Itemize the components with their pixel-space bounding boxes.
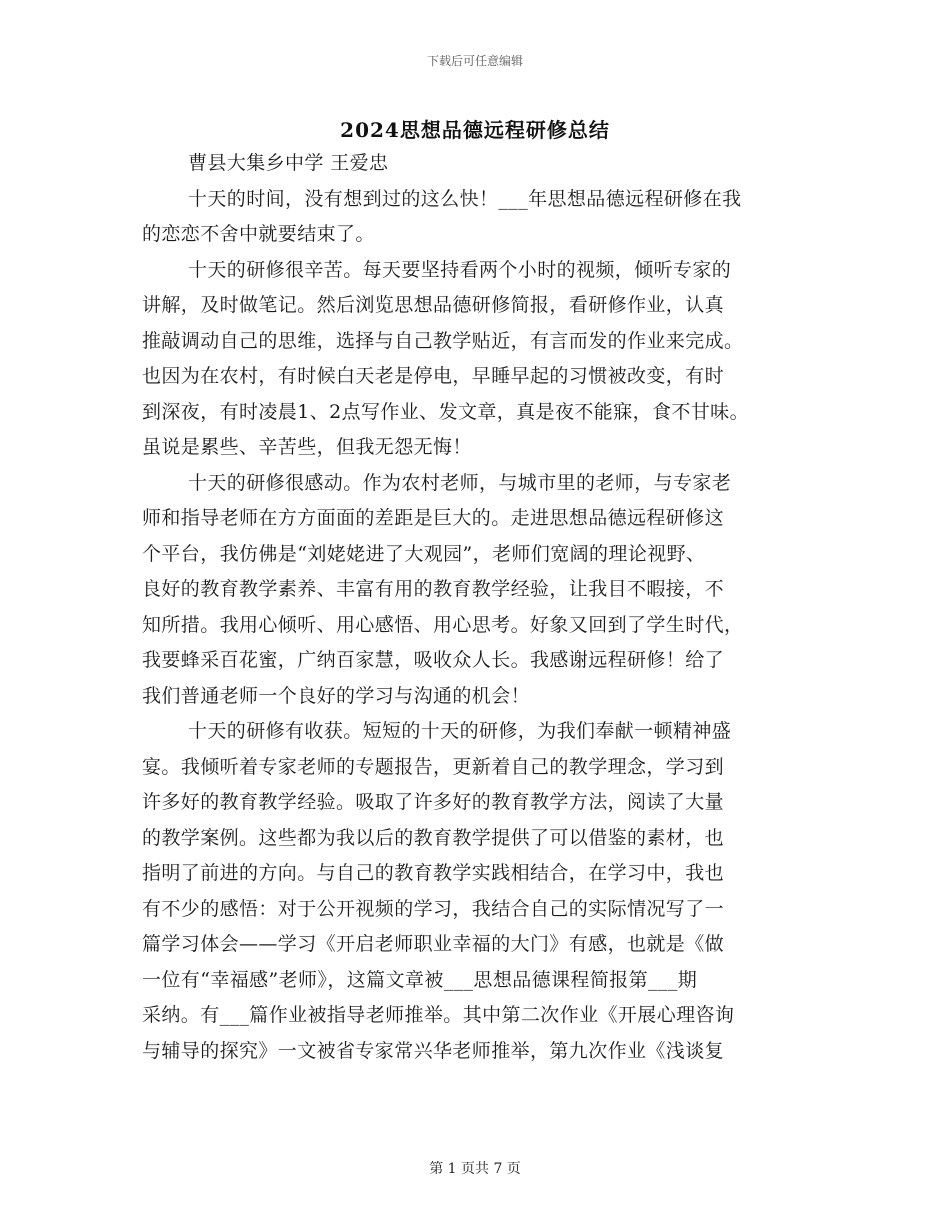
author-line: 曹县大集乡中学 王爱忠: [188, 152, 389, 174]
paragraph-line: 虽说是累些、辛苦些，但我无怨无悔！: [142, 436, 472, 458]
paragraph-line: 十天的研修很感动。作为农村老师，与城市里的老师，与专家老: [188, 471, 732, 494]
document-title: 2024思想品德远程研修总结: [340, 118, 610, 142]
paragraph-line: 许多好的教育教学经验。吸取了许多好的教育教学方法，阅读了大量: [142, 791, 725, 813]
paragraph-line: 个平台，我仿佛是“刘姥姥进了大观园”，老师们宽阔的理论视野、: [142, 542, 706, 565]
paragraph-line: 篇学习体会——学习《开启老师职业幸福的大门》有感，也就是《做: [142, 933, 725, 955]
paragraph-line: 十天的时间，没有想到过的这么快！___年思想品德远程研修在我: [188, 187, 742, 210]
paragraph-line: 也因为在农村，有时候白天老是停电，早睡早起的习惯被改变，有时: [142, 365, 725, 387]
paragraph-line: 知所措。我用心倾听、用心感悟、用心思考。好象又回到了学生时代，: [142, 613, 744, 636]
paragraph-line: 一位有“幸福感”老师》，这篇文章被___思想品德课程简报第___期: [142, 968, 698, 991]
paragraph-line: 推敲调动自己的思维，选择与自己教学贴近，有言而发的作业来完成。: [142, 329, 744, 352]
paragraph-line: 的恋恋不舍中就要结束了。: [142, 223, 375, 245]
paragraph-line: 我要蜂采百花蜜，广纳百家慧，吸收众人长。我感谢远程研修！给了: [142, 649, 725, 671]
paragraph-line: 采纳。有___篇作业被指导老师推举。其中第二次作业《开展心理咨询: [142, 1004, 735, 1026]
paragraph-line: 与辅导的探究》一文被省专家常兴华老师推举，第九次作业《浅谈复: [142, 1039, 725, 1062]
paragraph-line: 到深夜，有时凌晨1、2点写作业、发文章，真是夜不能寐，食不甘味。: [142, 400, 749, 423]
paragraph-line: 的教学案例。这些都为我以后的教育教学提供了可以借鉴的素材，也: [142, 826, 725, 849]
page-footer: 第 1 页共 7 页: [429, 1161, 521, 1177]
paragraph-line: 师和指导老师在方方面面的差距是巨大的。走进思想品德远程研修这: [142, 507, 725, 529]
paragraph-line: 讲解，及时做笔记。然后浏览思想品德研修简报，看研修作业，认真: [142, 294, 725, 316]
paragraph-line: 良好的教育教学素养、丰富有用的教育教学经验，让我目不暇接，不: [142, 578, 725, 600]
paragraph-line: 十天的研修很辛苦。每天要坚持看两个小时的视频，倾听专家的: [188, 258, 732, 281]
paragraph-line: 有不少的感悟：对于公开视频的学习，我结合自己的实际情况写了一: [142, 897, 725, 920]
paragraph-line: 指明了前进的方向。与自己的教育教学实践相结合，在学习中，我也: [142, 862, 725, 884]
document-body: [142, 146, 817, 1069]
paragraph-line: 我们普通老师一个良好的学习与沟通的机会！: [142, 684, 531, 707]
paragraph-line: 十天的研修有收获。短短的十天的研修，为我们奉献一顿精神盛: [188, 720, 732, 742]
paragraph-line: 宴。我倾听着专家老师的专题报告，更新着自己的教学理念，学习到: [142, 755, 725, 778]
header-note: 下载后可任意编辑: [426, 54, 523, 68]
